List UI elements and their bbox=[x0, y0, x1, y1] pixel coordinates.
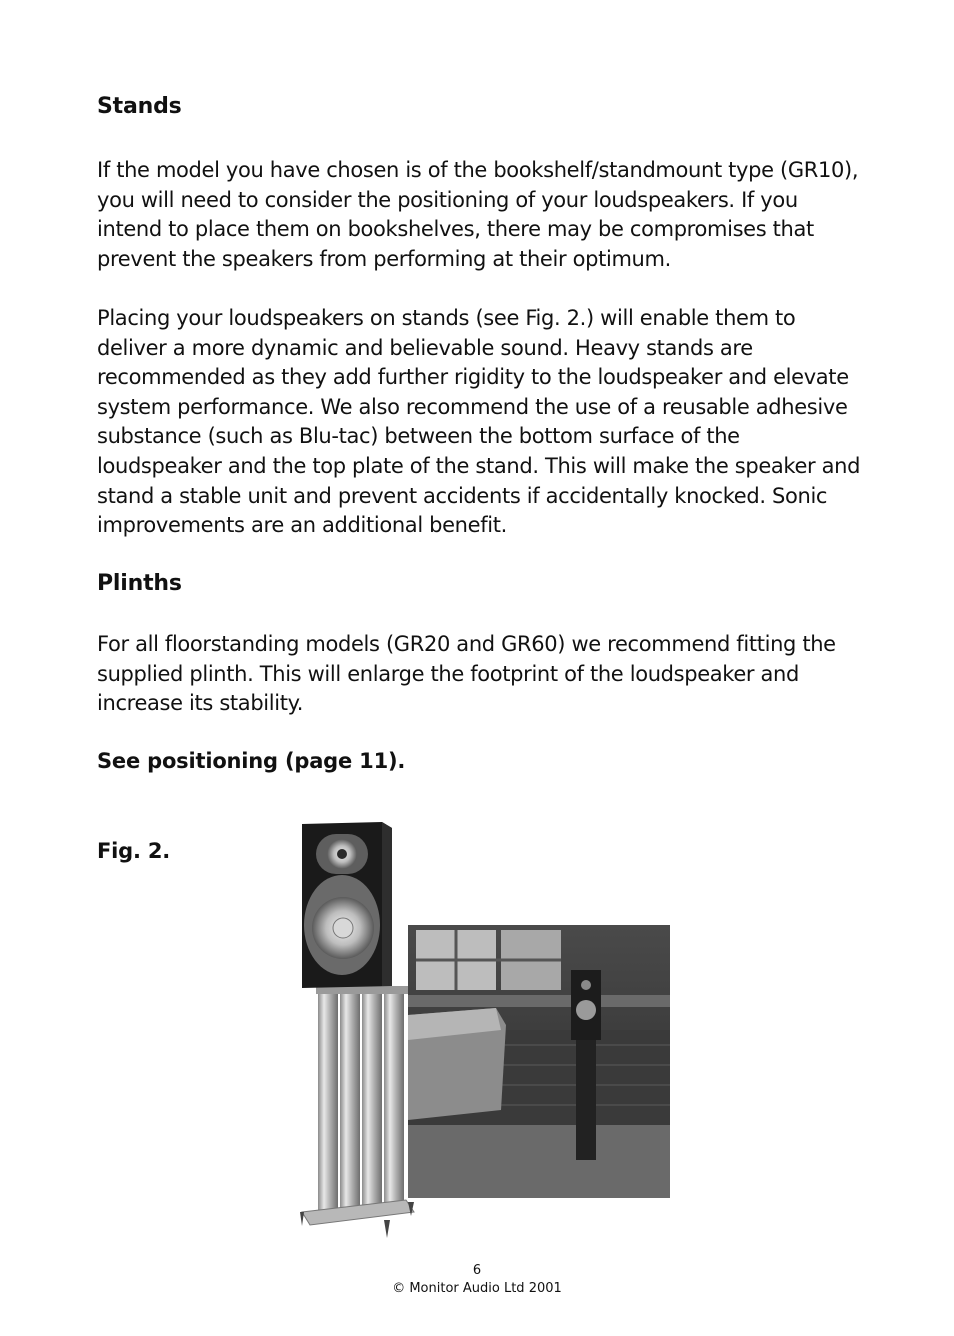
stands-paragraph-2: Placing your loudspeakers on stands (see Fig. 2.) will enable them to deliver a more dynamic and believable sound. Heavy stands are recommended as they add further rigidity to the loudspeaker and elevate system performance. We also recommend the use of a reusable adhesive substance (such as Blu-tac) between the bottom surface of the loudspeaker and the top plate of the stand. This will make the speaker and stand a stable unit and prevent accidents if accidentally knocked. Sonic improvements are an additional benefit. bbox=[97, 306, 861, 538]
page-number: 6 bbox=[472, 1263, 482, 1278]
figure-caption: Fig. 2. bbox=[97, 839, 171, 863]
see-positioning-note: See positioning (page 11). bbox=[97, 749, 406, 773]
plinths-heading: Plinths bbox=[97, 571, 182, 596]
stands-heading: Stands bbox=[97, 94, 182, 119]
copyright-notice: © Monitor Audio Ltd 2001 bbox=[392, 1281, 562, 1296]
stands-paragraph-1: If the model you have chosen is of the bookshelf/standmount type (GR10), you will need to consider the positioning of your loudspeakers. If you intend to place them on bookshelves, there may be compromises that prevent the speakers from performing at their optimum. bbox=[97, 158, 859, 271]
plinths-paragraph: For all floorstanding models (GR20 and GR60) we recommend fitting the supplied plinth. This will enlarge the footprint of the loudspeaker and increase its stability. bbox=[97, 632, 836, 716]
speaker-on-stand-photo bbox=[296, 820, 672, 1245]
